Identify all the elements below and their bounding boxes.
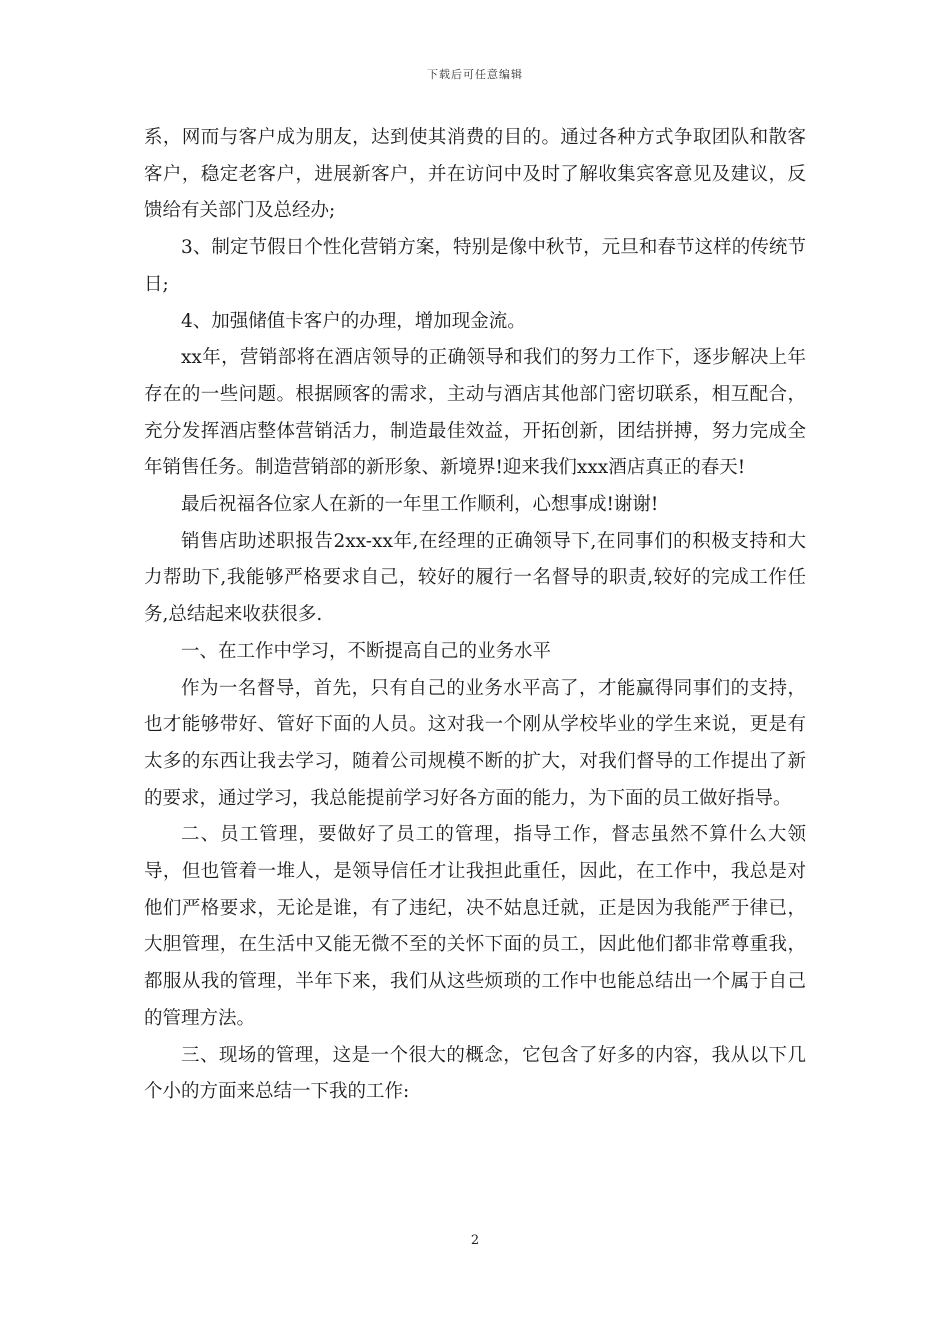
paragraph: 最后祝福各位家人在新的一年里工作顺利，心想事成!谢谢! <box>181 494 659 516</box>
paragraph: 4、加强储值卡客户的办理，增加现金流。 <box>181 310 526 332</box>
paragraph: 销售店助述职报告2xx-xx年,在经理的正确领导下,在同事们的积极支持和大力帮助下,我能够严格要求自己，较好的履行一名督导的职责,较好的完成工作任务,总结起来收获很多. <box>144 530 806 626</box>
paragraph: 系，网而与客户成为朋友，达到使其消费的目的。通过各种方式争取团队和散客客户，稳定老客户，进展新客户，并在访问中及时了解收集宾客意见及建议，反馈给有关部门及总经办; <box>144 127 806 222</box>
section-heading: 一、在工作中学习，不断提高自己的业务水平 <box>181 640 552 662</box>
document-body <box>144 120 806 1111</box>
paragraph: 三、现场的管理，这是一个很大的概念，它包含了好多的内容，我从以下几个小的方面来总结一下我的工作: <box>144 1044 806 1103</box>
paragraph: 3、制定节假日个性化营销方案，特别是像中秋节，元旦和春节这样的传统节日; <box>144 237 806 295</box>
paragraph: xx年，营销部将在酒店领导的正确领导和我们的努力工作下，逐步解决上年存在的一些问题。根据顾客的需求，主动与酒店其他部门密切联系，相互配合，充分发挥酒店整体营销活力，制造最佳效益，开拓创新，团结拼搏，努力完成全年销售任务。制造营销部的新形象、新境界!迎来我们xxx酒店真正的春天! <box>144 347 806 479</box>
paragraph: 作为一名督导，首先，只有自己的业务水平高了，才能赢得同事们的支持，也才能够带好、管好下面的人员。这对我一个刚从学校毕业的学生来说，更是有太多的东西让我去学习，随着公司规模不断的扩大，对我们督导的工作提出了新的要求，通过学习，我总能提前学习好各方面的能力，为下面的员工做好指导。 <box>144 677 806 809</box>
page-header: 下载后可任意编辑 <box>427 68 523 81</box>
paragraph: 二、员工管理，要做好了员工的管理，指导工作，督志虽然不算什么大领导，但也管着一堆人，是领导信任才让我担此重任，因此，在工作中，我总是对他们严格要求，无论是谁，有了违纪，决不姑息迁就，正是因为我能严于律已，大胆管理，在生活中又能无微不至的关怀下面的员工，因此他们都非常尊重我，都服从我的管理，半年下来，我们从这些烦琐的工作中也能总结出一个属于自己的管理方法。 <box>144 824 806 1029</box>
page-number: 2 <box>470 1233 480 1248</box>
